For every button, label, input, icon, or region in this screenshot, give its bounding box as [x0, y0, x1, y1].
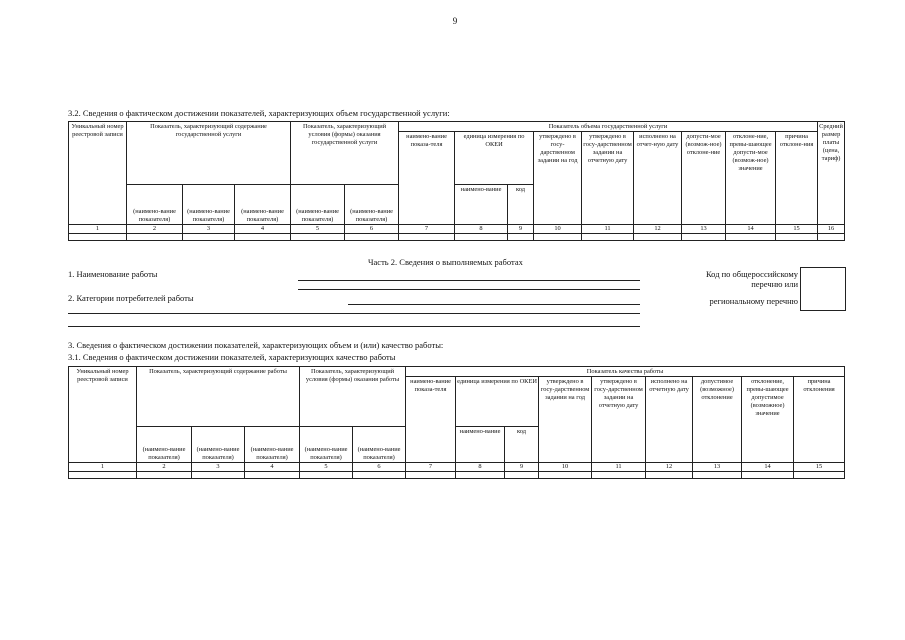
col-num: 12 — [634, 225, 682, 234]
work-name-label: 1. Наименование работы — [68, 269, 158, 279]
header-approved-date-2: утверждено в госу-дарственном задании на отчетную дату — [592, 377, 646, 463]
header-deviation-2: отклонение, превы-шающее допустимое (возможное) значение — [742, 377, 794, 463]
col-num: 9 — [508, 225, 534, 234]
registry-code-box[interactable] — [800, 267, 846, 311]
header-unit-name-2: наимено-вание — [456, 427, 505, 463]
header-unit-2: единица измерения по ОКЕИ — [456, 377, 539, 427]
col-num: 14 — [742, 463, 794, 472]
col-num: 13 — [682, 225, 726, 234]
consumers-line-3[interactable] — [68, 326, 640, 327]
sub-indicator-1: (наимено-вание показателя) — [127, 185, 183, 225]
header-approved-year: утверждено в госу-дарственном задании на год — [534, 132, 582, 225]
col-num: 7 — [406, 463, 456, 472]
page-number: 9 — [452, 16, 458, 26]
col-num: 1 — [69, 463, 137, 472]
header-unique-number-2: Уникальный номер реестровой записи — [69, 367, 137, 463]
section-3-2-title: 3.2. Сведения о фактическом достижении показателей, характеризующих объем государственной услуги: — [68, 108, 450, 118]
col-num: 6 — [353, 463, 406, 472]
header-content-2: Показатель, характеризующий содержание работы — [137, 367, 300, 427]
code-label-line-2: перечню или — [751, 279, 798, 289]
header-price: Средний размер платы (цена, тариф) — [818, 122, 845, 225]
col-num: 13 — [693, 463, 742, 472]
col-num: 14 — [726, 225, 776, 234]
header-approved-year-2: утверждено в госу-дарственном задании на год — [539, 377, 592, 463]
code-label-line-1: Код по общероссийскому — [705, 269, 798, 279]
quality-table — [68, 366, 845, 479]
col-num: 10 — [539, 463, 592, 472]
col-num: 9 — [505, 463, 539, 472]
col-num: 8 — [455, 225, 508, 234]
header-volume: Показатель объема государственной услуги — [399, 122, 818, 132]
sub-indicator-q3: (наимено-вание показателя) — [245, 427, 300, 463]
consumers-line-2[interactable] — [68, 313, 640, 314]
col-num: 10 — [534, 225, 582, 234]
table-row[interactable] — [69, 472, 845, 479]
header-executed: исполнено на отчет-ную дату — [634, 132, 682, 225]
volume-table — [68, 121, 845, 241]
header-unit-code-2: код — [505, 427, 539, 463]
col-num: 11 — [582, 225, 634, 234]
column-numbers-row-2 — [69, 463, 845, 472]
header-unit-code: код — [508, 185, 534, 225]
col-num: 15 — [794, 463, 845, 472]
header-unique-number: Уникальный номер реестровой записи — [69, 122, 127, 225]
col-num: 1 — [69, 225, 127, 234]
header-unit: единица измерения по ОКЕИ — [455, 132, 534, 185]
col-num: 11 — [592, 463, 646, 472]
col-num: 3 — [192, 463, 245, 472]
col-num: 4 — [245, 463, 300, 472]
sub-indicator-3: (наимено-вание показателя) — [235, 185, 291, 225]
sub-indicator-q2: (наимено-вание показателя) — [192, 427, 245, 463]
col-num: 7 — [399, 225, 455, 234]
col-num: 5 — [291, 225, 345, 234]
sub-indicator-q5: (наимено-вание показателя) — [353, 427, 406, 463]
header-reason: причина отклоне-ния — [776, 132, 818, 225]
col-num: 5 — [300, 463, 353, 472]
consumers-label: 2. Категории потребителей работы — [68, 293, 194, 303]
col-num: 16 — [818, 225, 845, 234]
header-conditions: Показатель, характеризующий условия (формы) оказания государственной услуги — [291, 122, 399, 185]
sub-indicator-2: (наимено-вание показателя) — [183, 185, 235, 225]
header-executed-2: исполнено на отчетную дату — [646, 377, 693, 463]
col-num: 4 — [235, 225, 291, 234]
header-conditions-2: Показатель, характеризующий условия (формы) оказания работы — [300, 367, 406, 427]
consumers-line[interactable] — [348, 304, 640, 305]
col-num: 15 — [776, 225, 818, 234]
col-num: 6 — [345, 225, 399, 234]
part-2-title: Часть 2. Сведения о выполняемых работах — [368, 257, 523, 267]
column-numbers-row — [69, 225, 845, 234]
sub-indicator-q4: (наимено-вание показателя) — [300, 427, 353, 463]
header-indicator-name-2: наимено-вание показа-теля — [406, 377, 456, 463]
header-allowed-2: допустимое (возможное) отклонение — [693, 377, 742, 463]
section-3-title: 3. Сведения о фактическом достижении показателей, характеризующих объем и (или) качество работы: — [68, 340, 444, 350]
col-num: 2 — [137, 463, 192, 472]
sub-indicator-q1: (наимено-вание показателя) — [137, 427, 192, 463]
header-indicator-name: наимено-вание показа-теля — [399, 132, 455, 225]
work-name-line-2[interactable] — [298, 289, 640, 290]
header-reason-2: причина отклонения — [794, 377, 845, 463]
header-deviation: отклоне-ние, превы-шающее допусти-мое (возмож-ное) значение — [726, 132, 776, 225]
code-label-line-3: региональному перечню — [709, 296, 798, 306]
header-allowed: допусти-мое (возмож-ное) отклоне-ние — [682, 132, 726, 225]
header-approved-date: утверждено в госу-дарственном задании на отчетную дату — [582, 132, 634, 225]
sub-indicator-5: (наимено-вание показателя) — [345, 185, 399, 225]
section-3-1-title: 3.1. Сведения о фактическом достижении показателей, характеризующих качество работы — [68, 352, 396, 362]
col-num: 3 — [183, 225, 235, 234]
header-content: Показатель, характеризующий содержание государственной услуги — [127, 122, 291, 185]
table-row[interactable] — [69, 234, 845, 241]
header-quality: Показатель качества работы — [406, 367, 845, 377]
col-num: 8 — [456, 463, 505, 472]
sub-indicator-4: (наимено-вание показателя) — [291, 185, 345, 225]
work-name-line[interactable] — [298, 280, 640, 281]
col-num: 12 — [646, 463, 693, 472]
col-num: 2 — [127, 225, 183, 234]
header-unit-name: наимено-вание — [455, 185, 508, 225]
